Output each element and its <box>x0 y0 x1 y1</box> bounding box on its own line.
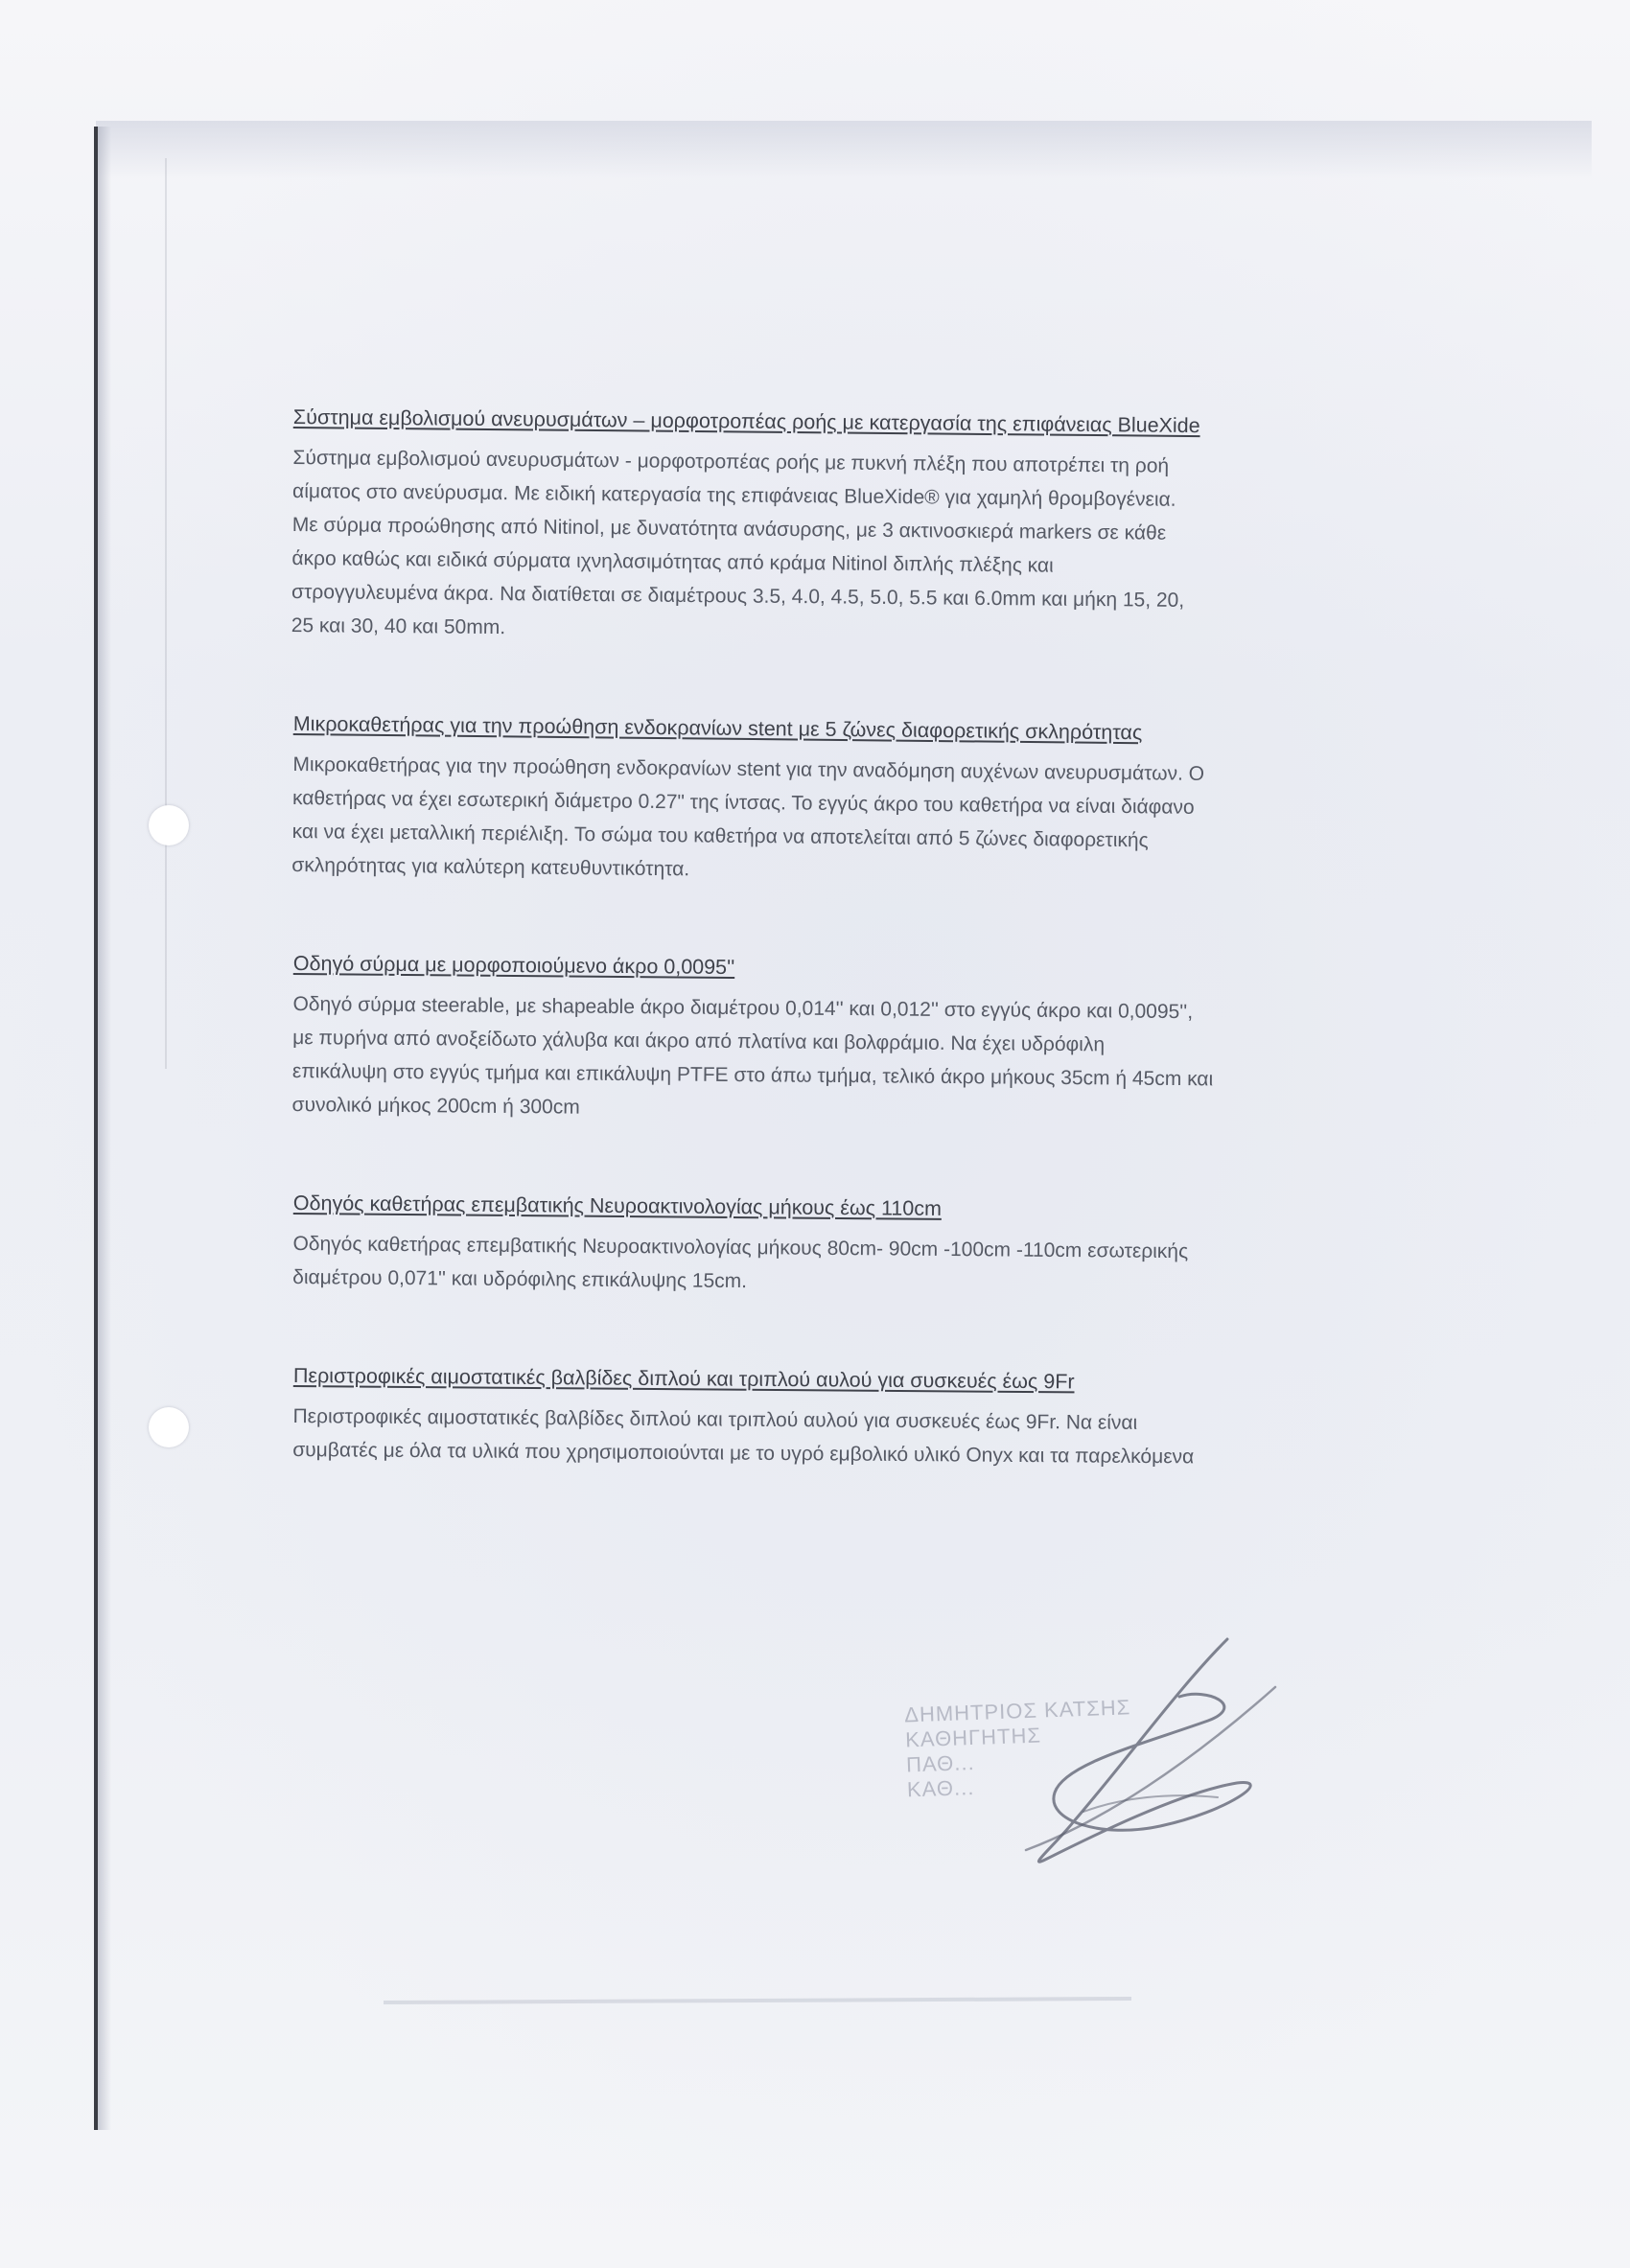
handwritten-signature <box>988 1630 1294 1879</box>
section-guidewire <box>291 949 1415 1131</box>
section-title: Σύστημα εμβολισμού ανευρυσμάτων – μορφοτροπέας ροής με κατεργασία της επιφάνειας BlueXide <box>292 405 1200 438</box>
section-microcatheter <box>291 709 1415 893</box>
body-line: Οδηγό σύρμα steerable, με shapeable άκρο διαμέτρου 0,014'' και 0,012'' στο εγγύς άκρο και 0,0095'', <box>292 992 1194 1024</box>
body-line: σκληρότητας για καλύτερη κατευθυντικότητα. <box>291 853 690 881</box>
section-body <box>292 1227 1415 1304</box>
scan-top-shadow <box>96 121 1592 178</box>
section-guide-catheter <box>292 1189 1415 1304</box>
body-line: αίματος στο ανεύρυσμα. Με ειδική κατεργασία της επιφάνειας BlueXide® για χαμηλή θρομβογένεια. <box>292 479 1176 511</box>
body-line: και να έχει μεταλλική περιέλιξη. Το σώμα του καθετήρα να αποτελείται από 5 ζώνες διαφορετικής <box>291 820 1149 852</box>
section-title: Μικροκαθετήρας για την προώθηση ενδοκρανίων stent με 5 ζώνες διαφορετικής σκληρότητας <box>292 711 1143 745</box>
stamp-line: ΚΑΘ... <box>906 1774 975 1802</box>
body-line: Οδηγός καθετήρας επεμβατικής Νευροακτινολογίας μήκους 80cm- 90cm -100cm -110cm εσωτερικής <box>292 1232 1189 1263</box>
faint-bleedthrough-line <box>384 1997 1131 2004</box>
punch-hole <box>149 805 189 845</box>
section-body <box>291 987 1414 1131</box>
section-hemostatic-valves <box>292 1361 1415 1475</box>
body-line: επικάλυψη στο εγγύς τμήμα και επικάλυψη PTFE στο άπω τμήμα, τελικό άκρο μήκους 35cm ή 45cm και <box>291 1059 1214 1091</box>
punch-hole <box>149 1407 189 1447</box>
body-line: 25 και 30, 40 και 50mm. <box>291 613 506 639</box>
body-line: Περιστροφικές αιμοστατικές βαλβίδες διπλού και τριπλού αυλού για συσκευές έως 9Fr. Να είναι <box>292 1404 1138 1434</box>
body-line: συμβατές με όλα τα υλικά που χρησιμοποιούνται με το υγρό εμβολικό υλικό Onyx και τα παρελκόμενα <box>292 1438 1195 1469</box>
scan-faint-rule <box>165 158 167 1069</box>
stamp-line: ΔΗΜΗΤΡΙΟΣ ΚΑΤΣΗΣ <box>903 1695 1131 1727</box>
section-title: Οδηγός καθετήρας επεμβατικής Νευροακτινολογίας μήκους έως 110cm <box>292 1191 943 1220</box>
section-body <box>291 748 1414 893</box>
body-line: στρογγυλευμένα άκρα. Να διατίθεται σε διαμέτρους 3.5, 4.0, 4.5, 5.0, 5.5 και 6.0mm και μήκη 15, 20, <box>291 580 1185 612</box>
section-title: Οδηγό σύρμα με μορφοποιούμενο άκρο 0,0095'' <box>292 951 735 980</box>
body-line: διαμέτρου 0,071'' και υδρόφιλης επικάλυψης 15cm. <box>292 1265 748 1293</box>
body-line: άκρο καθώς και ειδικά σύρματα ιχνηλασιμότητας από κράμα Nitinol διπλής πλέξης και <box>291 546 1054 577</box>
body-line: καθετήρας να έχει εσωτερική διάμετρο 0.27" της ίντσας. Το εγγύς άκρο του καθετήρα να είναι διάφανο <box>291 786 1195 819</box>
body-line: Με σύρμα προώθησης από Nitinol, με δυνατότητα ανάσυρσης, με 3 ακτινοσκιερά markers σε κάθε <box>291 513 1167 544</box>
stamp-line: ΚΑΘΗΓΗΤΗΣ <box>904 1723 1042 1752</box>
section-body <box>291 441 1415 653</box>
body-line: με πυρήνα από ανοξείδωτο χάλυβα και άκρο από πλατίνα και βολφράμιο. Να έχει υδρόφιλη <box>292 1026 1106 1056</box>
section-flow-diverter <box>291 403 1415 653</box>
document-content <box>293 403 1415 1534</box>
body-line: Σύστημα εμβολισμού ανευρυσμάτων - μορφοτροπέας ροής με πυκνή πλέξη που αποτρέπει τη ροή <box>292 446 1170 477</box>
stamp-line: ΠΑΘ... <box>905 1749 976 1777</box>
section-body <box>292 1400 1415 1475</box>
body-line: συνολικό μήκος 200cm ή 300cm <box>291 1093 580 1119</box>
section-title: Περιστροφικές αιμοστατικές βαλβίδες διπλού και τριπλού αυλού για συσκευές έως 9Fr <box>292 1363 1075 1394</box>
scan-left-edge-shadow <box>98 127 111 2130</box>
body-line: Μικροκαθετήρας για την προώθηση ενδοκρανίων stent για την αναδόμηση αυχένων ανευρυσμάτων. Ο <box>292 752 1205 785</box>
